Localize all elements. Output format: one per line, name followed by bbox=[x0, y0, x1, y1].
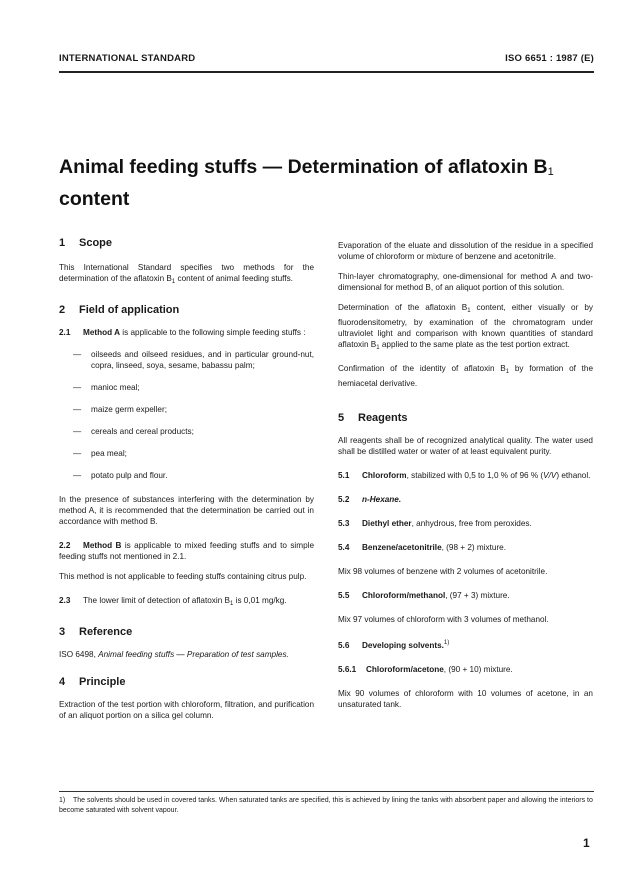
section-heading-scope: 1 Scope bbox=[59, 237, 113, 249]
interfering-text: In the presence of substances interfering with the determination by method A, it is recommended that the determination be carried out in accordance with method B. bbox=[59, 495, 314, 526]
principle-text-2: Evaporation of the eluate and dissolution of the residue in a specified volume of chloroform or mixture of benzene and acetonitrile. bbox=[338, 241, 593, 261]
reagent-5-6-1: 5.6.1 Chloroform/acetone, (90 + 10) mixture. bbox=[338, 665, 513, 674]
scope-text: This International Standard specifies two methods for the determination of the aflatoxin $B_1$ content of animal feeding stuffs. bbox=[59, 263, 314, 285]
page-number: 1 bbox=[583, 836, 590, 850]
clause-2-3: 2.3 The lower limit of detection of aflatoxin $B_1$ is 0,01 mg/kg. bbox=[59, 596, 287, 607]
footnote bbox=[59, 796, 594, 816]
clause-2-2: 2.2 Method B is applicable to mixed feeding stuffs and to simple feeding stuffs not mentioned in 2.1. bbox=[59, 541, 314, 561]
list-item: — manioc meal; bbox=[73, 383, 140, 392]
footnote-rule bbox=[59, 791, 594, 792]
reagent-5-6-1-mix: Mix 90 volumes of chloroform with 10 volumes of acetone, in an unsaturated tank. bbox=[338, 689, 593, 709]
clause-2-1: 2.1 Method A is applicable to the following simple feeding stuffs : bbox=[59, 328, 306, 337]
reagent-5-1: 5.1 Chloroform, stabilized with 0,5 to 1,0 % of 96 % (V/V) ethanol. bbox=[338, 471, 591, 480]
reagent-5-6: 5.6 Developing solvents.$^{1)}$ bbox=[338, 640, 450, 650]
principle-text-3: Thin-layer chromatography, one-dimensional for method A and two-dimensional for method B, of an aliquot portion of this solution. bbox=[338, 272, 593, 292]
title-main: Animal feeding stuffs — Determination of aflatoxin B bbox=[59, 156, 548, 178]
principle-text-4: Determination of the aflatoxin $B_1$ content, either visually or by fluorodensitometry, by examination of the chromatogram under ultraviolet light and comparison with known quantities of standard aflatoxin $B_1$ applied to the same plate as the test portion extract. bbox=[338, 303, 594, 351]
header-rule bbox=[59, 71, 594, 73]
reagent-5-5-mix: Mix 97 volumes of chloroform with 3 volumes of methanol. bbox=[338, 615, 549, 624]
list-item: — pea meal; bbox=[73, 449, 127, 458]
section-heading-field: 2 Field of application bbox=[59, 304, 180, 316]
reagent-5-4: 5.4 Benzene/acetonitrile, (98 + 2) mixture. bbox=[338, 543, 507, 552]
title-line2: content bbox=[59, 188, 130, 210]
header-standard-number: ISO 6651 : 1987 (E) bbox=[505, 53, 594, 64]
reagents-intro: All reagents shall be of recognized analytical quality. The water used shall be distilled water or water of at least equivalent purity. bbox=[338, 436, 593, 456]
list-item: — maize germ expeller; bbox=[73, 405, 167, 414]
reagent-5-3: 5.3 Diethyl ether, anhydrous, free from peroxides. bbox=[338, 519, 532, 528]
right-column bbox=[338, 240, 593, 710]
header-standard-label: INTERNATIONAL STANDARD bbox=[59, 53, 196, 64]
section-heading-principle: 4 Principle bbox=[59, 676, 126, 688]
list-item: — oilseeds and oilseed residues, and in particular ground-nut, copra, linseed, soya, sesame, babassu palm; bbox=[73, 350, 314, 370]
section-heading-reagents: 5 Reagents bbox=[338, 412, 408, 424]
title-subscript: 1 bbox=[547, 166, 554, 178]
reference-text: ISO 6498, Animal feeding stuffs — Preparation of test samples. bbox=[59, 650, 289, 659]
document-title bbox=[59, 154, 594, 213]
principle-text-1: Extraction of the test portion with chloroform, filtration, and purification of an aliquot portion on a silica gel column. bbox=[59, 700, 314, 720]
reagent-5-5: 5.5 Chloroform/methanol, (97 + 3) mixture. bbox=[338, 591, 510, 600]
footnote-text: The solvents should be used in covered tanks. When saturated tanks are specified, this is achieved by lining the tanks with absorbent paper and allowing the interiors to become saturated with solvent vapour. bbox=[59, 797, 593, 814]
list-item: — cereals and cereal products; bbox=[73, 427, 194, 436]
section-heading-reference: 3 Reference bbox=[59, 626, 133, 638]
citrus-text: This method is not applicable to feeding stuffs containing citrus pulp. bbox=[59, 572, 307, 581]
left-column bbox=[59, 238, 314, 721]
reagent-5-4-mix: Mix 98 volumes of benzene with 2 volumes of acetonitrile. bbox=[338, 567, 548, 576]
footnote-mark: 1) bbox=[59, 797, 66, 804]
list-item: — potato pulp and flour. bbox=[73, 471, 168, 480]
reagent-5-2: 5.2 n-Hexane. bbox=[338, 495, 402, 504]
principle-text-5: Confirmation of the identity of aflatoxin $B_1$ by formation of the hemiacetal derivative. bbox=[338, 364, 594, 388]
